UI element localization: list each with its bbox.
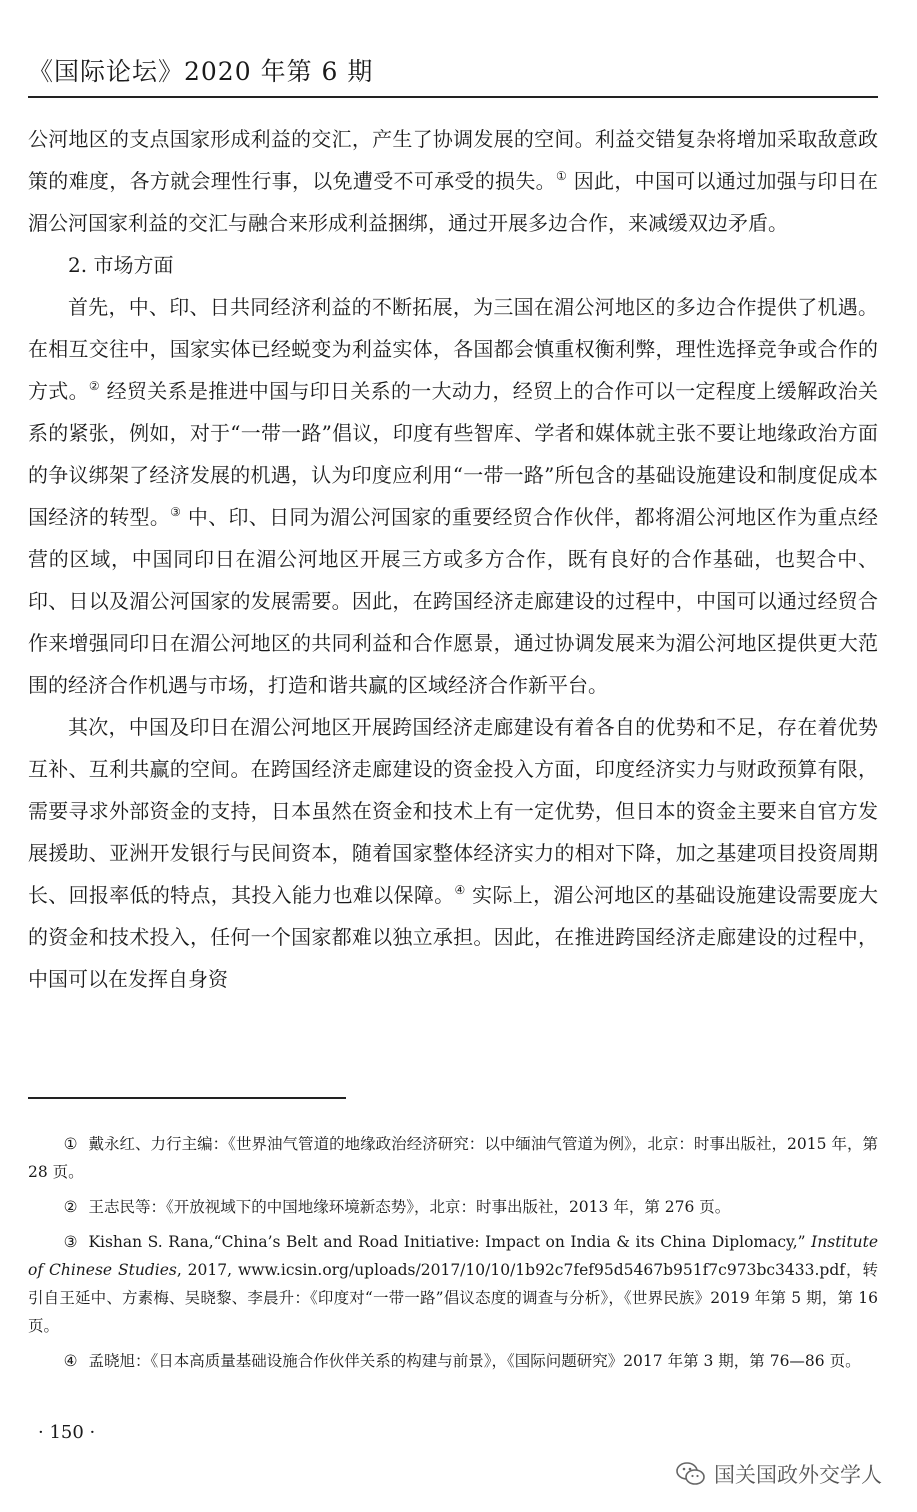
footnote-3-journal: Institute of Chinese Studies — [28, 1233, 878, 1279]
footnote-2-mark: ② — [63, 1198, 78, 1216]
footnote-1-mark: ① — [63, 1135, 78, 1153]
watermark-text: 国关国政外交学人 — [714, 1463, 882, 1487]
paragraph-3-text-b: 实际上，湄公河地区的基础设施建设需要庞大的资金和技术投入，任何一个国家都难以独立承担。因此，在推进跨国经济走廊建设的过程中，中国可以在发挥自身资 — [28, 883, 879, 991]
footnote-3-text-a: Kishan S. Rana,“China’s Belt and Road Initiative: Impact on India & its China Diplomacy,” — [88, 1233, 812, 1251]
journal-title: 《国际论坛》2020 年第 6 期 — [28, 57, 374, 86]
paragraph-1-text: 公河地区的支点国家形成利益的交汇，产生了协调发展的空间。利益交错复杂将增加采取敌意政策的难度，各方就会理性行事，以免遭受不可承受的损失。 — [28, 127, 878, 193]
paragraph-2 — [28, 286, 878, 706]
paragraph-2-text-a: 首先，中、印、日共同经济利益的不断拓展，为三国在湄公河地区的多边合作提供了机遇。在相互交往中，国家实体已经蜕变为利益实体，各国都会慎重权衡利弊，理性选择竞争或合作的方式。 — [28, 295, 878, 403]
running-header — [28, 52, 876, 94]
footnote-3-text-b: , 2017, www.icsin.org/uploads/2017/10/10/1b92c7fef95d5467b951f7c973bc3433.pdf，转引自王延中、方素梅、吴晓黎、李晨升：《印度对“一带一路”倡议态度的调查与分析》，《世界民族》2019 年第 5 期，第 16 页。 — [28, 1261, 878, 1335]
watermark — [676, 1458, 882, 1490]
footnote-ref-2[interactable]: ② — [88, 379, 100, 393]
footnote-4 — [28, 1347, 878, 1375]
footnote-rule — [28, 1097, 346, 1099]
header-rule — [28, 96, 878, 98]
footnote-ref-1[interactable]: ① — [555, 169, 568, 183]
page-number: · 150 · — [38, 1422, 96, 1443]
paragraph-1 — [28, 118, 878, 244]
paragraph-3-text-a: 其次，中国及印日在湄公河地区开展跨国经济走廊建设有着各自的优势和不足，存在着优势互补、互利共赢的空间。在跨国经济走廊建设的资金投入方面，印度经济实力与财政预算有限，需要寻求外部资金的支持，日本虽然在资金和技术上有一定优势，但日本的资金主要来自官方发展援助、亚洲开发银行与民间资本，随着国家整体经济实力的相对下降，加之基建项目投资周期长、回报率低的特点，其投入能力也难以保障。 — [28, 715, 878, 907]
footnote-2-text: 王志民等：《开放视域下的中国地缘环境新态势》，北京：时事出版社，2013 年，第 276 页。 — [88, 1198, 731, 1216]
paragraph-1-text-b: 因此，中国可以通过加强与印日在湄公河国家利益的交汇与融合来形成利益捆绑，通过开展多边合作，来减缓双边矛盾。 — [28, 169, 879, 235]
footnote-4-mark: ④ — [63, 1352, 78, 1370]
footnote-3-mark: ③ — [63, 1233, 78, 1251]
wechat-icon — [676, 1461, 706, 1487]
footnote-2 — [28, 1193, 878, 1221]
footnote-4-text: 孟晓旭：《日本高质量基础设施合作伙伴关系的构建与前景》，《国际问题研究》2017 年第 3 期，第 76—86 页。 — [88, 1352, 861, 1370]
footnotes — [28, 1130, 878, 1382]
footnote-3 — [28, 1228, 878, 1340]
paragraph-3 — [28, 706, 878, 1000]
paragraph-2-text-c: 中、印、日同为湄公河国家的重要经贸合作伙伴，都将湄公河地区作为重点经营的区域，中国同印日在湄公河地区开展三方或多方合作，既有良好的合作基础，也契合中、印、日以及湄公河国家的发展需要。因此，在跨国经济走廊建设的过程中，中国可以通过经贸合作来增强同印日在湄公河地区的共同利益和合作愿景，通过协调发展来为湄公河地区提供更大范围的经济合作机遇与市场，打造和谐共赢的区域经济合作新平台。 — [28, 505, 879, 697]
footnote-1-text: 戴永红、力行主编：《世界油气管道的地缘政治经济研究：以中缅油气管道为例》，北京：时事出版社，2015 年，第 28 页。 — [28, 1135, 878, 1181]
footnote-ref-3[interactable]: ③ — [170, 505, 182, 519]
footnote-1 — [28, 1130, 878, 1186]
main-text — [28, 118, 878, 1000]
section-heading: 2. 市场方面 — [68, 253, 174, 277]
footnote-ref-4[interactable]: ④ — [454, 883, 466, 897]
paragraph-2-text-b: 经贸关系是推进中国与印日关系的一大动力，经贸上的合作可以一定程度上缓解政治关系的紧张，例如，对于“一带一路”倡议，印度有些智库、学者和媒体就主张不要让地缘政治方面的争议绑架了经济发展的机遇，认为印度应利用“一带一路”所包含的基础设施建设和制度促成本国经济的转型。 — [28, 379, 879, 529]
